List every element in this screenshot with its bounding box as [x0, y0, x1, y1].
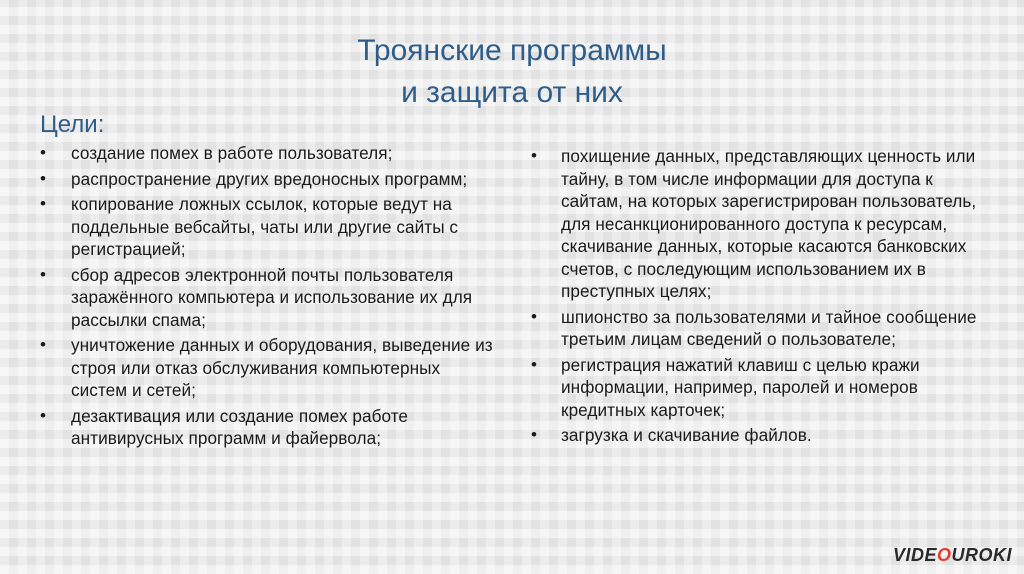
list-item-text: шпионство за пользователями и тайное сообщение третьим лицам сведений о пользователе;	[561, 306, 977, 349]
list-item	[38, 142, 498, 165]
list-item	[528, 354, 988, 422]
list-item	[528, 306, 988, 351]
list-item-text: загрузка и скачивание файлов.	[561, 425, 812, 445]
logo-text-2: UROKI	[951, 545, 1012, 565]
logo-text-1: VIDE	[892, 545, 937, 565]
list-item	[38, 405, 498, 450]
list-item	[528, 424, 988, 447]
list-item-text: похищение данных, представляющих ценность или тайну, в том числе информации для доступа к сайтам, на которых зарегистрирован пользователь, для несанкционированного доступа к ресурсам, скачивание данных, которые касаются банковских счетов, с последующим использованием их в преступных целях;	[561, 146, 977, 301]
slide-title	[0, 30, 1024, 114]
list-item	[38, 168, 498, 191]
list-item-text: создание помех в работе пользователя;	[71, 143, 393, 163]
list-item-text: регистрация нажатий клавиш с целью кражи информации, например, паролей и номеров кредитных карточек;	[561, 354, 920, 420]
bullet-icon: •	[531, 354, 538, 374]
bullet-icon: •	[531, 146, 538, 165]
list-item-text: дезактивация или создание помех работе антивирусных программ и файервола;	[71, 405, 409, 448]
list-item	[38, 193, 498, 261]
logo-o-mark: O	[936, 545, 952, 565]
bullet-icon: •	[40, 405, 47, 425]
slide-title-line-2: и защита от них	[401, 76, 623, 109]
list-item	[38, 264, 498, 332]
goals-heading: Цели:	[40, 111, 105, 138]
list-item	[38, 334, 498, 402]
list-item-text: распространение других вредоносных программ;	[71, 168, 468, 189]
bullet-icon: •	[40, 264, 47, 284]
list-item-text: копирование ложных ссылок, которые ведут на поддельные вебсайты, чаты или другие сайты с регистрацией;	[71, 194, 459, 259]
slide-title-line-1: Троянские программы	[357, 34, 667, 67]
bullet-icon: •	[40, 168, 47, 188]
videouroki-logo	[893, 545, 1012, 566]
bullet-icon: •	[40, 143, 47, 162]
list-item-text: уничтожение данных и оборудования, выведение из строя или отказ обслуживания компьютерных систем и сетей;	[71, 335, 493, 400]
list-item	[528, 145, 988, 303]
goals-list-left	[38, 142, 498, 453]
bullet-icon: •	[40, 335, 47, 354]
bullet-icon: •	[40, 194, 47, 213]
bullet-icon: •	[531, 306, 538, 326]
list-item-text: сбор адресов электронной почты пользователя заражённого компьютера и использование их для рассылки спама;	[71, 264, 473, 330]
bullet-icon: •	[531, 425, 538, 444]
goals-list-right	[528, 145, 988, 450]
